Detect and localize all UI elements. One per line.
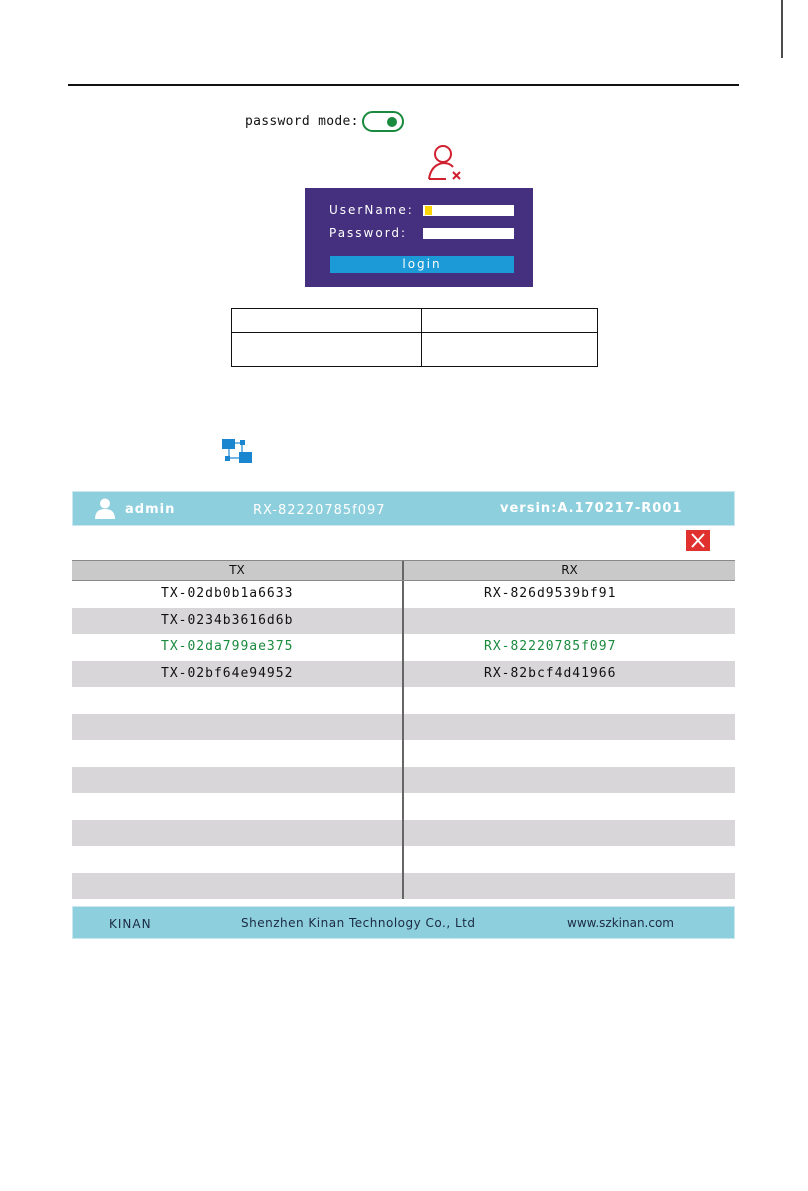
rx-cell: RX-82bcf4d41966: [484, 665, 617, 681]
header-version: versin:A.170217-R001: [500, 501, 683, 516]
header-device-id: RX-82220785f097: [253, 503, 386, 518]
password-mode-toggle[interactable]: [362, 111, 404, 132]
tx-cell: [72, 820, 404, 847]
rx-cell: [404, 687, 735, 714]
close-button[interactable]: [686, 530, 710, 551]
tx-cell: TX-0234b3616d6b: [72, 608, 404, 635]
footer-brand: KINAN: [109, 917, 152, 931]
password-input[interactable]: [423, 228, 514, 239]
table-header: [72, 560, 735, 581]
rx-cell: [404, 793, 735, 820]
crop-mark: [768, 0, 808, 60]
rx-cell: [404, 740, 735, 767]
tx-cell: TX-02db0b1a6633: [72, 581, 404, 608]
tx-cell: [72, 740, 404, 767]
username-label: UserName:: [329, 203, 414, 217]
panel-footer: [72, 906, 735, 939]
password-mode-label: password mode:: [245, 114, 359, 129]
tx-rx-table: [72, 560, 735, 899]
text-caret: [425, 206, 432, 215]
table-row[interactable]: [72, 820, 735, 847]
table-row[interactable]: [72, 873, 735, 900]
username-input[interactable]: [423, 205, 514, 216]
column-header-tx: TX: [72, 561, 404, 580]
table-row[interactable]: [72, 714, 735, 741]
tx-cell: [72, 714, 404, 741]
footer-url-link[interactable]: www.szkinan.com: [567, 916, 674, 930]
blank-table: [231, 308, 598, 367]
page-header-rule: [68, 84, 739, 86]
toggle-on-icon: [387, 117, 397, 127]
table-row[interactable]: [72, 767, 735, 794]
rx-cell: [404, 608, 735, 635]
close-icon: [686, 530, 710, 551]
user-x-icon: [426, 143, 466, 181]
rx-cell: RX-82220785f097: [484, 639, 617, 654]
tx-cell: [72, 687, 404, 714]
password-label: Password:: [329, 226, 408, 240]
column-header-rx: RX: [561, 563, 578, 577]
table-row[interactable]: [72, 846, 735, 873]
table-cell: [232, 309, 422, 333]
table-row[interactable]: [72, 740, 735, 767]
tx-cell: TX-02bf64e94952: [72, 661, 404, 688]
footer-company: Shenzhen Kinan Technology Co., Ltd: [241, 916, 476, 930]
tx-cell: [72, 793, 404, 820]
rx-cell: [404, 846, 735, 873]
table-row[interactable]: [72, 608, 735, 635]
table-row[interactable]: [72, 687, 735, 714]
user-avatar-icon: [94, 497, 116, 519]
rx-cell: RX-826d9539bf91: [484, 586, 617, 601]
table-row[interactable]: [72, 661, 735, 688]
tx-cell: [72, 767, 404, 794]
header-username: admin: [125, 502, 176, 517]
table-row-active[interactable]: [72, 634, 735, 661]
panel-header: [72, 491, 735, 526]
tx-cell: [72, 873, 404, 900]
login-button[interactable]: login: [330, 256, 514, 273]
table-cell: [232, 333, 422, 367]
login-dialog: [305, 188, 533, 287]
rx-cell: [404, 767, 735, 794]
tx-cell: TX-02da799ae375: [72, 634, 404, 661]
rx-cell: [404, 714, 735, 741]
topology-icon: [221, 438, 253, 464]
table-cell: [422, 333, 598, 367]
table-cell: [422, 309, 598, 333]
table-row[interactable]: [72, 793, 735, 820]
rx-cell: [404, 820, 735, 847]
tx-cell: [72, 846, 404, 873]
rx-cell: [404, 873, 735, 900]
table-row[interactable]: [72, 581, 735, 608]
